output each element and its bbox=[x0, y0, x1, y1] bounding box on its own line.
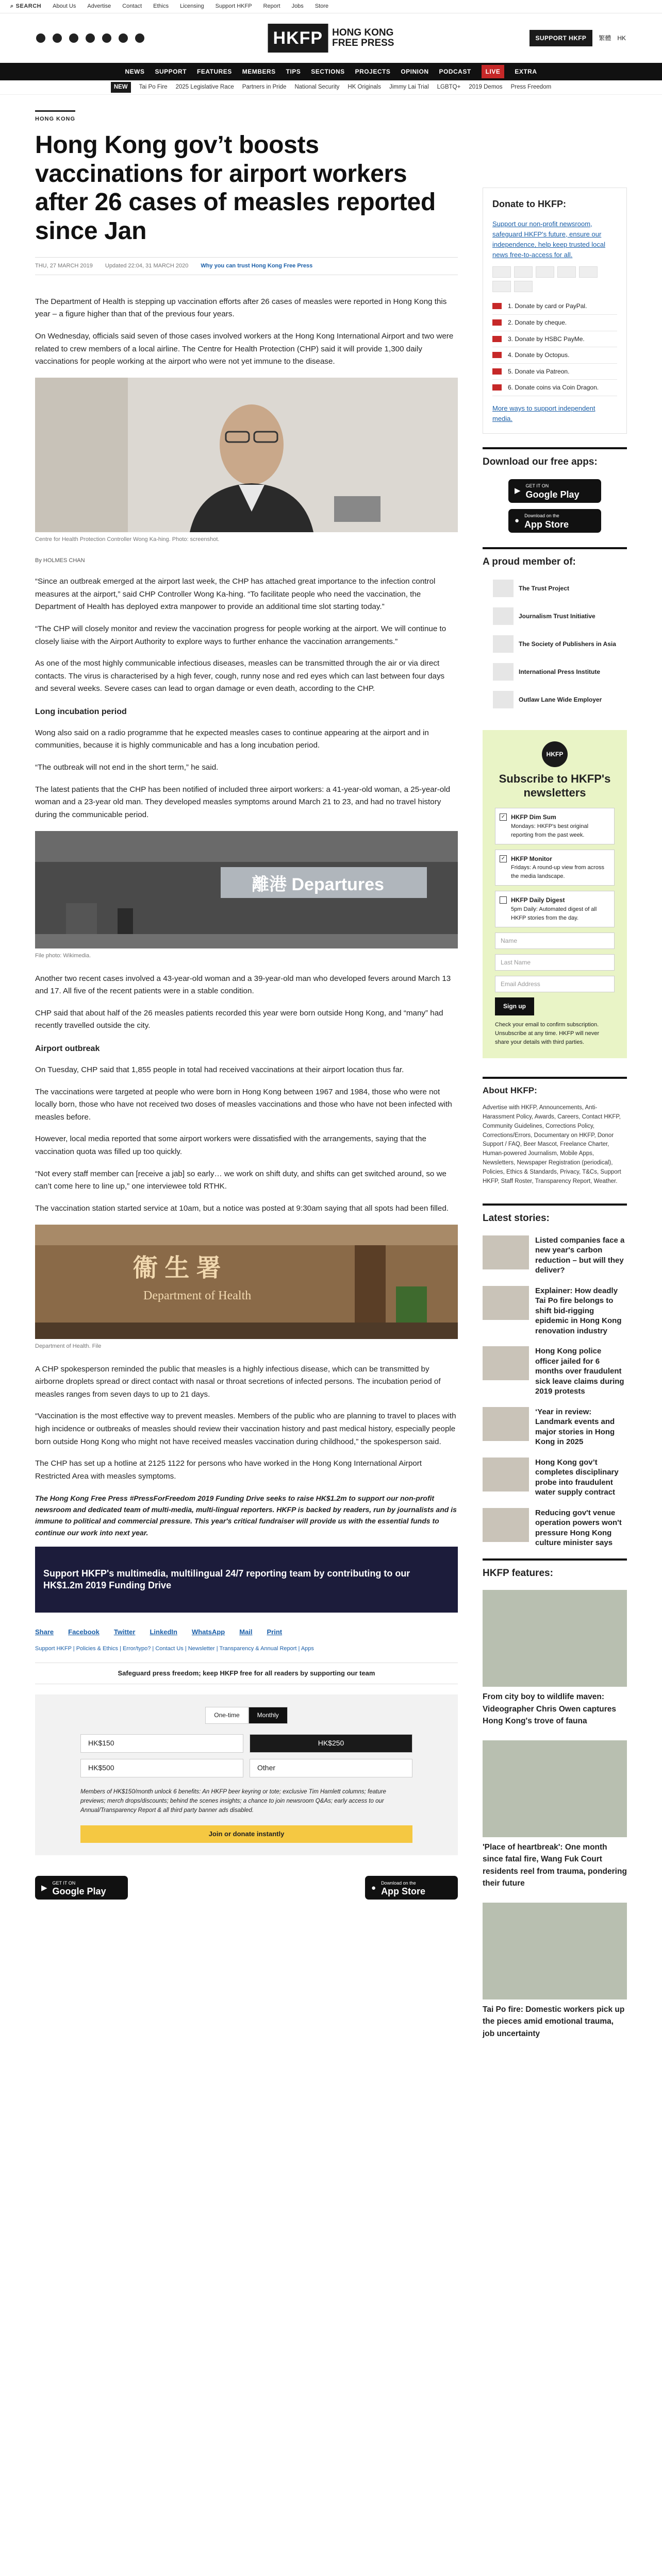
top-link[interactable]: Support HKFP bbox=[215, 3, 252, 9]
photo-illustration bbox=[35, 831, 458, 948]
nav-news[interactable]: NEWS bbox=[125, 67, 145, 75]
paragraph: On Wednesday, officials said seven of those cases involved workers at the Hong Kong International Airport and two were related to crew members of a local airline. The Centre for Health Protection (CHP) said it will provide 1,300 daily vaccinations for people working at the airport who were not yet immune to the disease. bbox=[35, 332, 454, 366]
paragraph: Wong also said on a radio programme that he expected measles cases to continue appearing at the airport and in communities, because it is highly communicable and has a long incubation period. bbox=[35, 728, 429, 750]
share-whatsapp[interactable]: WhatsApp bbox=[191, 1628, 225, 1636]
donate-way[interactable]: 3. Donate by HSBC PayMe. bbox=[492, 331, 617, 348]
feature-image bbox=[483, 1590, 627, 1687]
newsletter-title: Subscribe to HKFP's newsletters bbox=[499, 772, 611, 799]
donate-title: Donate to HKFP: bbox=[492, 199, 566, 209]
headline: Hong Kong gov’t boosts vaccinations for airport workers after 26 cases of measles reported since Jan bbox=[35, 131, 436, 245]
latest-story[interactable]: Explainer: How deadly Tai Po fire belongs to shift bid-rigging epidemic in Hong Kong renovation industry bbox=[483, 1286, 627, 1336]
story-thumbnail bbox=[483, 1407, 529, 1441]
partner-logo[interactable]: Outlaw Lane Wide Employer bbox=[493, 690, 627, 709]
donate-way[interactable]: 6. Donate coins via Coin Dragon. bbox=[492, 380, 617, 396]
top-link[interactable]: Licensing bbox=[180, 3, 204, 9]
newsletter-box bbox=[483, 730, 627, 1058]
paragraph: “Vaccination is the most effective way to prevent measles. Members of the public who are planning to travel to places with high incidence or outbreaks of measles should review their vaccination history and past medical history, especially people born outside Hong Kong who might not have received measles vaccination during childhood,” the spokesperson said. bbox=[35, 1412, 456, 1446]
one-time-toggle[interactable]: One-time bbox=[205, 1707, 248, 1724]
feature-story[interactable]: From city boy to wildlife maven: Videographer Chris Owen captures Hong Kong's trove of fauna bbox=[483, 1590, 627, 1727]
health-sign-chinese: 衞 生 署 bbox=[133, 1254, 221, 1282]
donate-way[interactable]: 1. Donate by card or PayPal. bbox=[492, 298, 617, 315]
article-meta bbox=[35, 257, 458, 275]
paragraph: “Since an outbreak emerged at the airport last week, the CHP has attached great importance to the infection control measures at the airport,” said CHP Controller Wong Ka-hing. “To facilitate people who need the vaccination, the Department of Health has deployed extra manpower to provide an additional time slot starting today.” bbox=[35, 577, 436, 612]
paragraph: CHP said that about half of the 26 measles patients recorded this year were born outside Hong Kong, and “many” had recently travelled outside the city. bbox=[35, 1008, 443, 1030]
latest-story[interactable]: Hong Kong police officer jailed for 6 months over fraudulent sick leave claims during 2019 protests bbox=[483, 1346, 627, 1397]
story-thumbnail bbox=[483, 1458, 529, 1492]
newsletter-option[interactable]: ✓ HKFP Dim Sum Mondays: HKFP's best original reporting from the past week. bbox=[495, 808, 615, 844]
top-link[interactable]: Jobs bbox=[291, 3, 304, 9]
telegram-icon[interactable] bbox=[102, 33, 111, 43]
mastercard-icon bbox=[492, 266, 511, 278]
health-sign-english: Department of Health bbox=[143, 1289, 252, 1302]
subheading: Airport outbreak bbox=[35, 1044, 100, 1054]
amount-250[interactable]: HK$250 bbox=[250, 1734, 412, 1753]
last-name-input[interactable]: Last Name bbox=[495, 954, 615, 971]
paragraph: “The CHP will closely monitor and review the vaccination progress for people working at the airport. We will continue to closely liaise with the Airport Authority to explore ways to further enhance the vaccination arrangements.” bbox=[35, 624, 446, 646]
newsletter-option[interactable]: ✓ HKFP Monitor Fridays: A round-up view from across the media landscape. bbox=[495, 850, 615, 886]
about-links[interactable]: Advertise with HKFP, Announcements, Anti-Harassment Policy, Awards, Careers, Contact HKFP, Community Guidelines, Corrections Policy, Corrections/Errors, Documentary on HKFP, Donor Support / FAQ, Beer Mascot, Freelance Charter, Human-powered Journalism, Mobile Apps, Newsletters, Newspaper Registration (periodical), Policies, Ethics & Standards, Privacy, T&Cs, Support HKFP, Staff Roster, Transparency Report, Weather. bbox=[483, 1105, 621, 1184]
ipi-icon bbox=[493, 663, 514, 681]
donate-intro[interactable]: Support our non-profit newsroom, safeguard HKFP's future, ensure our independence, help keep trusted local news free-to-access for all. bbox=[492, 219, 605, 259]
employer-icon bbox=[493, 691, 514, 708]
paypal-icon bbox=[557, 266, 576, 278]
footer-links[interactable]: Support HKFP | Policies & Ethics | Error/typo? | Contact Us | Newsletter | Transparency & Annual Report | Apps bbox=[35, 1646, 314, 1652]
safeguard-message[interactable]: Safeguard press freedom; keep HKFP free for all readers by supporting our team bbox=[35, 1663, 458, 1684]
facebook-icon[interactable] bbox=[36, 33, 45, 43]
donate-card bbox=[483, 188, 627, 434]
top-link[interactable]: About Us bbox=[53, 3, 76, 9]
trend-link[interactable]: National Security bbox=[294, 83, 340, 90]
checkbox-icon[interactable] bbox=[500, 896, 507, 904]
site-header bbox=[0, 13, 662, 63]
story-thumbnail bbox=[483, 1235, 529, 1269]
photo-caption: Centre for Health Protection Controller Wong Ka-hing. Photo: screenshot. bbox=[35, 536, 220, 543]
social-icons bbox=[36, 33, 144, 43]
share-mail[interactable]: Mail bbox=[239, 1628, 253, 1636]
feature-story[interactable]: Tai Po fire: Domestic workers pick up the pieces amid emotional trauma, job uncertainty bbox=[483, 1903, 627, 2040]
payme-icon bbox=[579, 266, 598, 278]
support-button[interactable]: SUPPORT HKFP bbox=[529, 30, 593, 47]
article bbox=[35, 110, 458, 2053]
story-thumbnail bbox=[483, 1286, 529, 1320]
share-link[interactable]: Share bbox=[35, 1628, 54, 1636]
youtube-icon[interactable] bbox=[86, 33, 95, 43]
search-icon: ⌕ bbox=[10, 3, 14, 9]
newsletter-option[interactable]: HKFP Daily Digest 5pm Daily: Automated digest of all HKFP stories from the day. bbox=[495, 891, 615, 927]
main-nav bbox=[0, 63, 662, 80]
trend-link[interactable]: 2019 Demos bbox=[469, 83, 503, 90]
newsletter-note: Check your email to confirm subscription. Unsubscribe at any time. HKFP will never share your details with third parties. bbox=[495, 1021, 600, 1045]
about-heading: About HKFP: bbox=[483, 1077, 627, 1097]
funding-drive-banner[interactable]: Support HKFP's multimedia, multilingual 24/7 reporting team by contributing to our HK$1.2m 2019 Funding Drive bbox=[35, 1547, 458, 1613]
octopus-icon bbox=[492, 281, 511, 292]
paragraph: A CHP spokesperson reminded the public that measles is a highly infectious disease, which can be transmitted by airborne droplets spread or direct contact with nasal or throat secretions of infected persons. The incubation period of measles ranges from seven days to up to 21 days. bbox=[35, 1364, 441, 1399]
language-switch[interactable]: 繁體 bbox=[599, 34, 611, 42]
trend-link[interactable]: LGBTQ+ bbox=[437, 83, 461, 90]
paragraph: However, local media reported that some airport workers were dissatisfied with the arrangements, saying that the vaccination quota was filled up too quickly. bbox=[35, 1134, 426, 1157]
email-input[interactable]: Email Address bbox=[495, 976, 615, 992]
signup-button[interactable]: Sign up bbox=[495, 997, 534, 1015]
trend-link[interactable]: HK Originals bbox=[347, 83, 381, 90]
departures-sign: 離港 Departures bbox=[252, 874, 384, 894]
nav-opinion[interactable]: OPINION bbox=[401, 67, 429, 75]
photo-illustration bbox=[35, 378, 458, 532]
feature-story[interactable]: 'Place of heartbreak': One month since fatal fire, Wang Fuk Court residents reel from trauma, pondering their future bbox=[483, 1740, 627, 1889]
partner-logo[interactable]: Journalism Trust Initiative bbox=[493, 606, 627, 626]
nav-live[interactable]: LIVE bbox=[482, 65, 505, 79]
share-linkedin[interactable]: LinkedIn bbox=[150, 1628, 177, 1636]
publish-date: THU, 27 MARCH 2019 bbox=[35, 262, 93, 269]
search-link[interactable]: ⌕ SEARCH bbox=[10, 2, 41, 11]
apps-heading: Download our free apps: bbox=[483, 447, 627, 469]
photo-illustration bbox=[35, 1225, 458, 1339]
paragraph: “The outbreak will not end in the short term,” he said. bbox=[35, 763, 219, 772]
amex-icon bbox=[536, 266, 554, 278]
latest-story[interactable]: Reducing gov't venue operation powers won't pressure Hong Kong culture minister says bbox=[483, 1508, 627, 1548]
paragraph: On Tuesday, CHP said that 1,855 people in total had received vaccinations at their airport location thus far. bbox=[35, 1065, 404, 1074]
photo-caption: Department of Health. File bbox=[35, 1343, 102, 1349]
sopa-icon bbox=[493, 635, 514, 653]
site-logo[interactable]: HKFP HONG KONG FREE PRESS bbox=[268, 24, 394, 53]
trend-link[interactable]: Jimmy Lai Trial bbox=[389, 83, 429, 90]
amount-other[interactable]: Other bbox=[250, 1759, 412, 1777]
trend-link[interactable]: 2025 Legislative Race bbox=[175, 83, 234, 90]
top-link[interactable]: Ethics bbox=[153, 3, 169, 9]
donate-way[interactable]: 4. Donate by Octopus. bbox=[492, 347, 617, 364]
play-icon: ▶ bbox=[41, 1883, 47, 1892]
feature-image bbox=[483, 1903, 627, 1999]
top-link[interactable]: Contact bbox=[122, 3, 142, 9]
visa-icon bbox=[514, 266, 533, 278]
partner-logo[interactable]: The Society of Publishers in Asia bbox=[493, 634, 627, 654]
payment-icons bbox=[492, 266, 617, 292]
latest-heading: Latest stories: bbox=[483, 1204, 627, 1226]
region-label: HK bbox=[617, 34, 626, 42]
nav-sections[interactable]: SECTIONS bbox=[311, 67, 345, 75]
apple-icon: ● bbox=[515, 516, 520, 526]
nav-members[interactable]: MEMBERS bbox=[242, 67, 276, 75]
partner-logo[interactable]: The Trust Project bbox=[493, 579, 627, 598]
play-icon: ▶ bbox=[515, 486, 521, 496]
nav-tips[interactable]: TIPS bbox=[286, 67, 301, 75]
google-play-button[interactable]: ▶ GET IT ON Google Play bbox=[35, 1876, 128, 1900]
paragraph: The vaccinations were targeted at people who were born in Hong Kong between 1967 and 1984, those who were not locally born, those who have not received two doses of measles vaccinations and those who have not been infected with measles before. bbox=[35, 1087, 452, 1122]
latest-story[interactable]: Listed companies face a new year's carbon reduction – but will they deliver? bbox=[483, 1235, 627, 1276]
story-thumbnail bbox=[483, 1346, 529, 1380]
category-label[interactable]: HONG KONG bbox=[35, 110, 75, 124]
app-store-button[interactable]: ● Download on the App Store bbox=[365, 1876, 458, 1900]
trend-link[interactable]: Tai Po Fire bbox=[139, 83, 168, 90]
rss-icon[interactable] bbox=[135, 33, 144, 43]
apple-icon: ● bbox=[371, 1883, 376, 1892]
new-badge: NEW bbox=[111, 82, 131, 93]
hkfp-logo-icon: HKFP bbox=[542, 741, 568, 767]
donate-button[interactable]: Join or donate instantly bbox=[80, 1825, 412, 1843]
jti-icon bbox=[493, 607, 514, 625]
top-link[interactable]: Report bbox=[263, 3, 280, 9]
photo-airport-departures bbox=[35, 831, 458, 948]
sidebar bbox=[483, 110, 627, 2053]
nav-features[interactable]: FEATURES bbox=[197, 67, 232, 75]
name-input[interactable]: Name bbox=[495, 933, 615, 949]
story-thumbnail bbox=[483, 1508, 529, 1542]
amount-150[interactable]: HK$150 bbox=[80, 1734, 243, 1753]
member-heading: A proud member of: bbox=[483, 547, 627, 569]
nav-extra[interactable]: EXTRA bbox=[515, 67, 537, 75]
checkbox-checked-icon[interactable]: ✓ bbox=[500, 855, 507, 862]
photo-department-of-health bbox=[35, 1225, 458, 1339]
monthly-toggle[interactable]: Monthly bbox=[249, 1707, 288, 1724]
updated-date: Updated 22:04, 31 MARCH 2020 bbox=[105, 262, 189, 269]
feature-image bbox=[483, 1740, 627, 1837]
top-link[interactable]: Advertise bbox=[87, 3, 111, 9]
subheading: Long incubation period bbox=[35, 707, 127, 716]
nav-support[interactable]: SUPPORT bbox=[155, 67, 187, 75]
nav-podcast[interactable]: PODCAST bbox=[439, 67, 471, 75]
funding-drive-callout: The Hong Kong Free Press #PressForFreedom 2019 Funding Drive seeks to raise HK$1.2m to support our non-profit newsroom and dedicated team of multi-media, multi-lingual reporters. HKFP is backed by readers, run by journalists and is immune to political and commercial pressure. This year's critical fundraiser will provide us with the essential funds to continue our work into next year. bbox=[35, 1494, 457, 1537]
app-store-button[interactable]: ● Download on the App Store bbox=[508, 509, 601, 533]
photo-caption: File photo: Wikimedia. bbox=[35, 952, 91, 959]
instagram-icon[interactable] bbox=[69, 33, 78, 43]
latest-story[interactable]: Hong Kong gov’t completes disciplinary probe into fraudulent water supply contract bbox=[483, 1458, 627, 1498]
x-icon[interactable] bbox=[53, 33, 62, 43]
about-section bbox=[483, 1077, 627, 1187]
donate-way[interactable]: 2. Donate by cheque. bbox=[492, 315, 617, 331]
paragraph: “Not every staff member can [receive a jab] so early… we work on shift duty, and shifts can get switched around, so we can’t come here to line up,” one interviewee told RTHK. bbox=[35, 1169, 446, 1191]
trend-link[interactable]: Partners in Pride bbox=[242, 83, 287, 90]
membership-note: Members of HK$150/month unlock 6 benefits: An HKFP beer keyring or tote; exclusive Tim Hamlett columns; feature previews; merch drops/discounts; behind the scenes insights; a chance to join newsroom Q&As; early access to our Annual/Transparency Report & all third party banner ads disabled. bbox=[80, 1789, 386, 1814]
donate-way[interactable]: 5. Donate via Patreon. bbox=[492, 364, 617, 380]
byline[interactable]: By HOLMES CHAN bbox=[35, 557, 85, 564]
more-ways-link[interactable]: More ways to support independent media. bbox=[492, 404, 595, 423]
trending-bar bbox=[0, 80, 662, 95]
share-facebook[interactable]: Facebook bbox=[68, 1628, 100, 1636]
latest-story[interactable]: ‘Year in review: Landmark events and major stories in Hong Kong in 2025 bbox=[483, 1407, 627, 1447]
trend-link[interactable]: Press Freedom bbox=[510, 83, 552, 90]
paragraph: As one of the most highly communicable infectious diseases, measles can be transmitted through the air or via direct contacts. The virus is characterised by a high fever, cough, runny nose and red eyes which can last between four days and several weeks. Severe cases can lead to organ damage or even death, according to the CHP. bbox=[35, 659, 445, 693]
paragraph: The latest patients that the CHP has been notified of included three airport workers: a 41-year-old woman, a 25-year-old woman and a 23-year old man. They developed measles symptoms around March 21 to 23, and had no travel history during the communicable period. bbox=[35, 785, 451, 819]
photo-wong-ka-hing bbox=[35, 378, 458, 532]
top-link[interactable]: Store bbox=[315, 3, 329, 9]
checkbox-checked-icon[interactable]: ✓ bbox=[500, 814, 507, 821]
trust-project-icon bbox=[493, 580, 514, 597]
paragraph: The vaccination station started service at 10am, but a notice was posted at 9:30am saying that all spots had been filled. bbox=[35, 1204, 449, 1213]
partner-logo[interactable]: International Press Institute bbox=[493, 662, 627, 682]
patreon-icon bbox=[514, 281, 533, 292]
share-twitter[interactable]: Twitter bbox=[113, 1628, 136, 1636]
share-print[interactable]: Print bbox=[267, 1628, 283, 1636]
google-play-button[interactable]: ▶ GET IT ON Google Play bbox=[508, 479, 601, 503]
threads-icon[interactable] bbox=[119, 33, 128, 43]
nav-projects[interactable]: PROJECTS bbox=[355, 67, 391, 75]
trust-link[interactable]: Why you can trust Hong Kong Free Press bbox=[201, 262, 313, 269]
top-bar bbox=[0, 0, 662, 13]
amount-500[interactable]: HK$500 bbox=[80, 1759, 243, 1777]
features-heading: HKFP features: bbox=[483, 1558, 627, 1581]
paragraph: The Department of Health is stepping up vaccination efforts after 26 cases of measles were reported in Hong Kong this year – a figure higher than that of the previous four years. bbox=[35, 297, 447, 319]
paragraph: Another two recent cases involved a 43-year-old woman and a 39-year-old man who developed fevers around March 13 and 17. All five of the recent patients were in a stable condition. bbox=[35, 974, 451, 996]
donation-form bbox=[35, 1694, 458, 1855]
share-links bbox=[35, 1627, 458, 1637]
paragraph: The CHP has set up a hotline at 2125 1122 for persons who have worked in the Hong Kong International Airport Restricted Area with measles symptoms. bbox=[35, 1459, 422, 1481]
